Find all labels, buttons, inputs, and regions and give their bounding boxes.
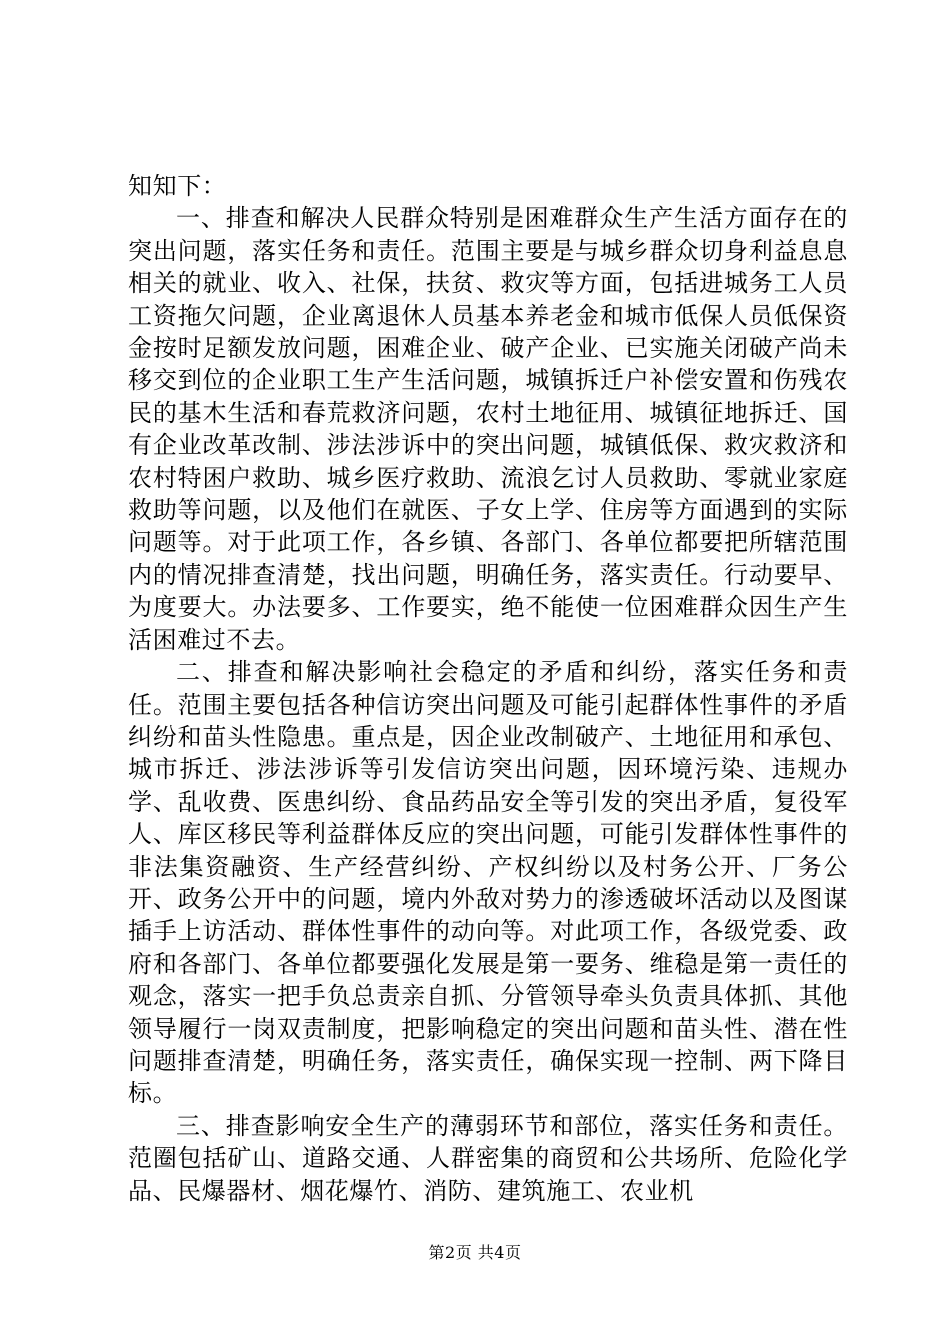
paragraph-2: 二、排查和解决影响社会稳定的矛盾和纠纷，落实任务和责任。范围主要包括各种信访突出问题及可能引起群体性事件的矛盾纠纷和苗头性隐患。重点是，因企业改制破产、土地征用和承包、城市拆迁、涉法涉诉等引发信访突出问题，因环境污染、违规办学、乱收费、医患纠纷、食品药品安全等引发的突出矛盾，复役军人、库区移民等利益群体反应的突出问题，可能引发群体性事件的非法集资融资、生产经营纠纷、产权纠纷以及村务公开、厂务公开、政务公开中的问题，境内外敌对势力的渗透破坏活动以及图谋插手上访活动、群体性事件的动向等。对此项工作，各级党委、政府和各部门、各单位都要强化发展是第一要务、维稳是第一责任的观念，落实一把手负总责亲自抓、分管领导牵头负责具体抓、其他领导履行一岗双责制度，把影响稳定的突出问题和苗头性、潜在性问题排查清楚，明确任务，落实责任，确保实现一控制、两下降目标。 bbox=[128, 658, 848, 1108]
page-number-footer: 第2页 共4页 bbox=[428, 1243, 522, 1262]
opening-line: 知知下： bbox=[128, 172, 227, 200]
paragraph-1: 一、排查和解决人民群众特别是困难群众生产生活方面存在的突出问题，落实任务和责任。范围主要是与城乡群众切身利益息息相关的就业、收入、社保，扶贫、救灾等方面，包括进城务工人员工资拖欠问题，企业离退休人员基本养老金和城市低保人员低保资金按时足额发放问题，困难企业、破产企业、已实施关闭破产尚未移交到位的企业职工生产生活问题，城镇拆迁户补偿安置和伤残农民的基木生活和春荒救济问题，农村土地征用、城镇征地拆迁、国有企业改革改制、涉法涉诉中的突出问题，城镇低保、救灾救济和农村特困户救助、城乡医疗救助、流浪乞讨人员救助、零就业家庭救助等问题，以及他们在就医、子女上学、住房等方面遇到的实际问题等。对于此项工作，各乡镇、各部门、各单位都要把所辖范围内的情况排查清楚，找出问题，明确任务，落实责任。行动要早、为度要大。办法要多、工作要实，绝不能使一位困难群众因生产生活困难过不去。 bbox=[128, 204, 848, 654]
paragraph-3: 三、排查影响安全生产的薄弱环节和部位，落实任务和责任。范圈包括矿山、道路交通、人群密集的商贸和公共场所、危险化学品、民爆器材、烟花爆竹、消防、建筑施工、农业机 bbox=[128, 1111, 848, 1205]
document-body bbox=[128, 170, 848, 1207]
